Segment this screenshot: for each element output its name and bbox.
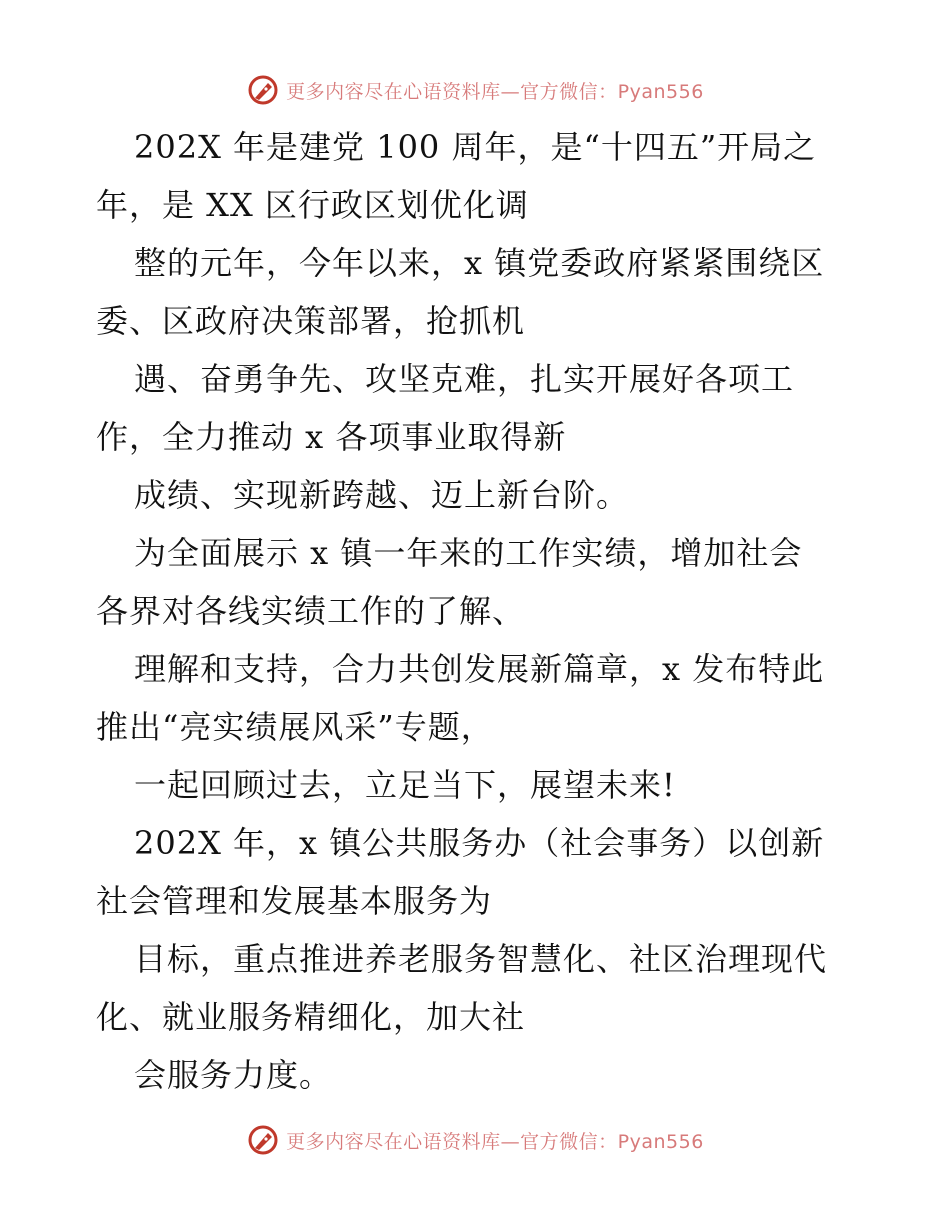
paragraph-line: 理解和支持，合力共创发展新篇章，x 发布特此 bbox=[134, 650, 825, 688]
header-watermark bbox=[0, 70, 950, 110]
paragraph-line: 委、区政府决策部署，抢抓机 bbox=[96, 302, 526, 340]
paragraph-line: 年，是 XX 区行政区划优化调 bbox=[96, 186, 529, 224]
paragraph-line: 目标，重点推进养老服务智慧化、社区治理现代 bbox=[134, 940, 828, 978]
paragraph-line: 推出“亮实绩展风采”专题， bbox=[96, 708, 494, 746]
paragraph-line: 整的元年，今年以来，x 镇党委政府紧紧围绕区 bbox=[134, 244, 825, 282]
footer-watermark bbox=[0, 1120, 950, 1160]
paragraph-line: 一起回顾过去，立足当下，展望未来! bbox=[134, 766, 676, 804]
paragraph-line: 遇、奋勇争先、攻坚克难，扎实开展好各项工 bbox=[134, 360, 795, 398]
paragraph-line: 各界对各线实绩工作的了解、 bbox=[96, 592, 526, 630]
paragraph-line: 化、就业服务精细化，加大社 bbox=[96, 998, 526, 1036]
paragraph-line: 为全面展示 x 镇一年来的工作实绩，增加社会 bbox=[134, 534, 803, 572]
watermark-handle: Pyan556 bbox=[617, 80, 704, 103]
watermark-text: 更多内容尽在心语资料库—官方微信：Pyan556 bbox=[286, 80, 704, 103]
paragraph-line: 成绩、实现新跨越、迈上新台阶。 bbox=[134, 476, 630, 514]
paragraph-line: 作，全力推动 x 各项事业取得新 bbox=[96, 418, 567, 456]
paragraph-line: 202X 年，x 镇公共服务办（社会事务）以创新 bbox=[134, 824, 825, 862]
pen-nib-circle-icon bbox=[246, 73, 280, 107]
paragraph-line: 会服务力度。 bbox=[134, 1056, 333, 1094]
pen-nib-circle-icon bbox=[246, 1123, 280, 1157]
document-body bbox=[96, 118, 866, 1104]
watermark-text: 更多内容尽在心语资料库—官方微信：Pyan556 bbox=[286, 1130, 704, 1153]
paragraph-line: 202X 年是建党 100 周年，是“十四五”开局之 bbox=[134, 128, 817, 166]
paragraph-line: 社会管理和发展基本服务为 bbox=[96, 882, 493, 920]
watermark-handle: Pyan556 bbox=[617, 1130, 704, 1153]
